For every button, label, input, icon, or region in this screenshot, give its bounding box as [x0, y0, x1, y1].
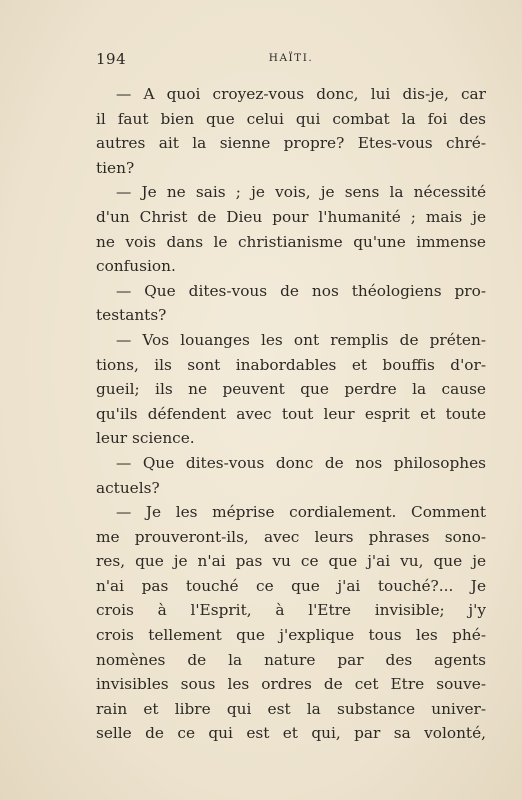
text-line: autres ait la sienne propre? Etes-vous chré- [96, 134, 486, 153]
body-text [96, 82, 486, 746]
text-line: n'ai pas touché ce que j'ai touché?... Je [96, 576, 486, 595]
text-line: me prouveront-ils, avec leurs phrases sono- [96, 527, 486, 546]
text-line: res, que je n'ai pas vu ce que j'ai vu, que je [96, 552, 486, 571]
text-line: leur science. [96, 429, 195, 448]
text-line: — Je les méprise cordialement. Comment [116, 503, 486, 522]
text-line: — A quoi croyez-vous donc, lui dis-je, car [116, 85, 486, 103]
text-line: — Je ne sais ; je vois, je sens la nécessité [116, 183, 486, 202]
text-line: ne vois dans le christianisme qu'une immense [96, 232, 486, 251]
text-line: invisibles sous les ordres de cet Etre souve- [96, 675, 486, 694]
text-line: — Vos louanges les ont remplis de préten- [116, 330, 486, 349]
text-line: testants? [96, 306, 167, 325]
text-line: crois tellement que j'explique tous les phé- [96, 626, 486, 645]
text-line: — Que dites-vous de nos théologiens pro- [116, 281, 486, 300]
text-line: gueil; ils ne peuvent que perdre la cause [96, 380, 486, 399]
text-line: nomènes de la nature par des agents [96, 650, 486, 669]
text-line: rain et libre qui est la substance univer- [96, 699, 486, 718]
text-line: — Que dites-vous donc de nos philosophes [116, 453, 486, 472]
text-line: actuels? [96, 478, 160, 497]
text-line: confusion. [96, 257, 176, 276]
text-line: tien? [96, 158, 135, 177]
text-line: tions, ils sont inabordables et bouffis d'or- [96, 355, 486, 374]
text-line: crois à l'Esprit, à l'Etre invisible; j'y [96, 601, 486, 620]
page-number: 194 [96, 50, 127, 68]
text-line: il faut bien que celui qui combat la foi des [96, 109, 486, 128]
text-line: qu'ils défendent avec tout leur esprit et toute [96, 404, 486, 423]
text-line: d'un Christ de Dieu pour l'humanité ; mais je [96, 207, 486, 226]
text-line: selle de ce qui est et qui, par sa volonté, [96, 724, 486, 743]
running-title: HAÏTI. [268, 52, 314, 64]
running-header [96, 50, 486, 70]
